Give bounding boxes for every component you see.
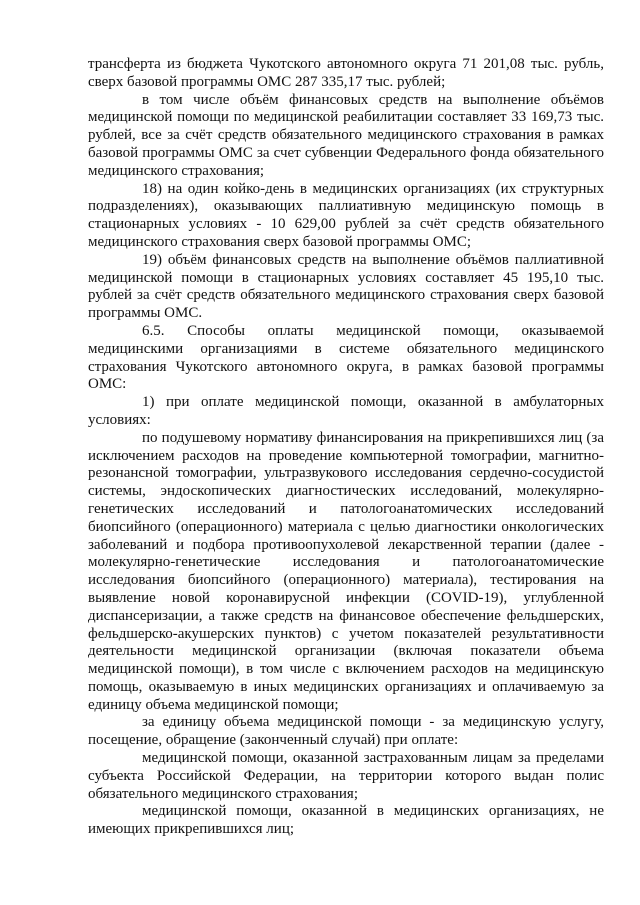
paragraph-no-attached-persons: медицинской помощи, оказанной в медицинских организациях, не имеющих прикрепившихся лиц; xyxy=(88,803,604,838)
paragraph-item-19: 19) объём финансовых средств на выполнение объёмов паллиативной медицинской помощи в стационарных условиях составляет 45 195,10 тыс. рублей за счёт средств обязательного медицинского страхования сверх базовой программы ОМС. xyxy=(88,251,604,322)
paragraph-outside-region-care: медицинской помощи, оказанной застрахованным лицам за пределами субъекта Российской Федерации, на территории которого выдан полис обязательного медицинского страхования; xyxy=(88,750,604,802)
paragraph-per-capita-standard: по подушевому нормативу финансирования на прикрепившихся лиц (за исключением расходов на проведение компьютерной томографии, магнитно-резонансной томографии, ультразвукового исследования сердечно-сосудистой системы, эндоскопических диагностических исследований, молекулярно-генетических исследований и патологоанатомических исследований биопсийного (операционного) материала с целью диагностики онкологических заболеваний и подбора противоопухолевой лекарственной терапии (далее - молекулярно-генетические исследования и патологоанатомические исследования биопсийного (операционного) материала), тестирования на выявление новой коронавирусной инфекции (COVID-19), углубленной диспансеризации, а также средств на финансовое обеспечение фельдшерских, фельдшерско-акушерских пунктов) с учетом показателей результативности деятельности медицинской организации (включая показатели объема медицинской помощи), в том числе с включением расходов на медицинскую помощь, оказываемую в иных медицинских организациях и оплачиваемую за единицу объема медицинской помощи; xyxy=(88,429,604,713)
paragraph-rehabilitation-funding: в том числе объём финансовых средств на выполнение объёмов медицинской помощи по медицинской реабилитации составляет 33 169,73 тыс. рублей, все за счёт средств обязательного медицинского страхования в рамках базовой программы ОМС за счет субвенции Федерального фонда обязательного медицинского страхования; xyxy=(88,91,604,179)
paragraph-section-6-5: 6.5. Способы оплаты медицинской помощи, оказываемой медицинскими организациями в системе обязательного медицинского страхования Чукотского автономного округа, в рамках базовой программы ОМС: xyxy=(88,322,604,393)
paragraph-per-unit-volume: за единицу объема медицинской помощи - за медицинскую услугу, посещение, обращение (законченный случай) при оплате: xyxy=(88,714,604,749)
paragraph-item-18: 18) на один койко-день в медицинских организациях (их структурных подразделениях), оказывающих паллиативную медицинскую помощь в стационарных условиях - 10 629,00 рублей за счёт средств обязательного медицинского страхования сверх базовой программы ОМС; xyxy=(88,180,604,250)
paragraph-transfer-continuation: трансферта из бюджета Чукотского автономного округа 71 201,08 тыс. рубль, сверх базовой программы ОМС 287 335,17 тыс. рублей; xyxy=(88,56,604,90)
paragraph-outpatient-item-1: 1) при оплате медицинской помощи, оказанной в амбулаторных условиях: xyxy=(88,394,604,428)
